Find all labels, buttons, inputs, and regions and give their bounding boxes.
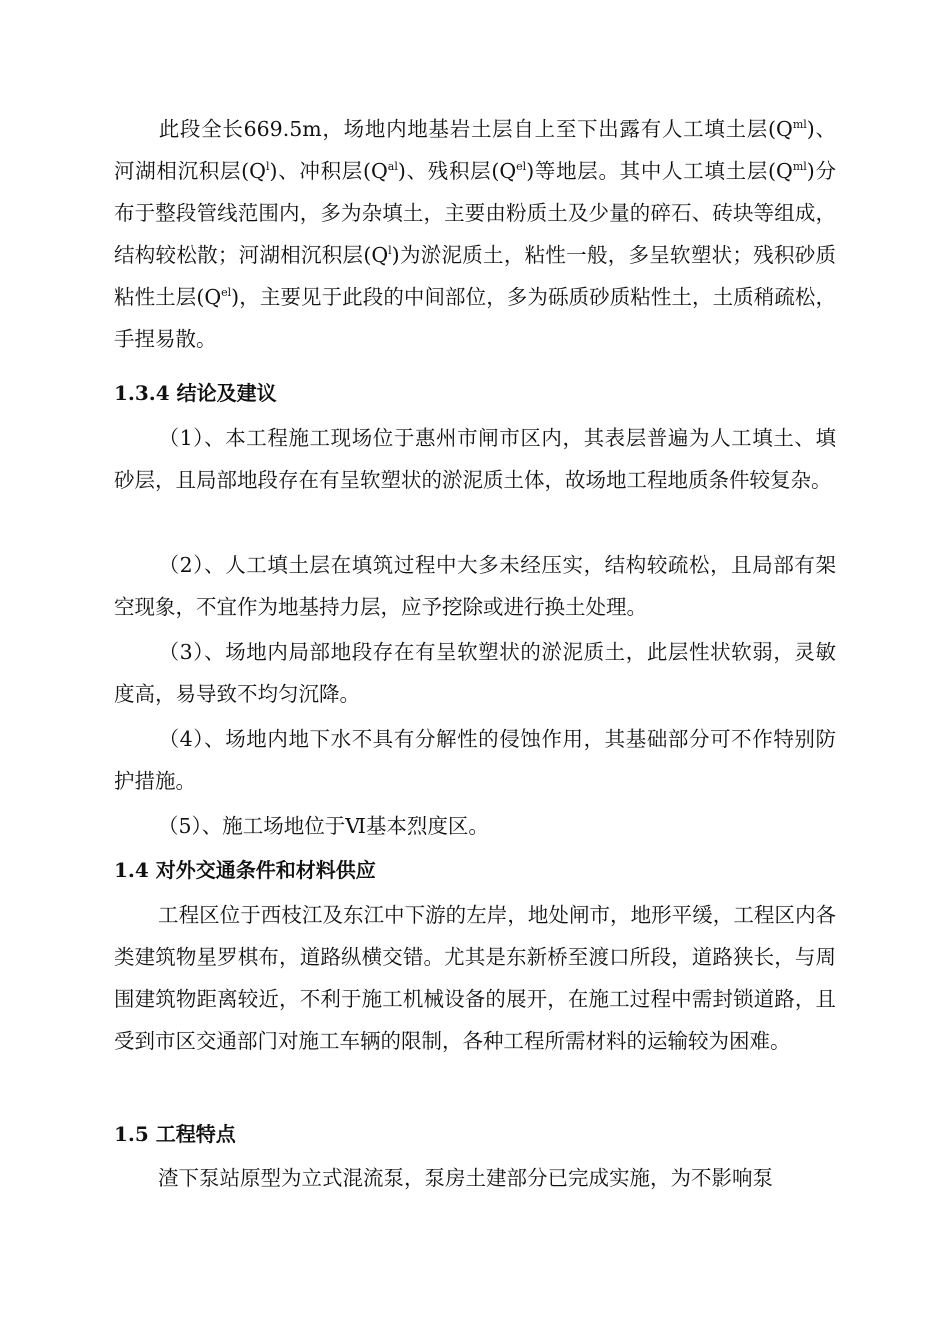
conclusion-item-2: （2）、人工填土层在填筑过程中大多未经压实，结构较疏松，且局部有架空现象，不宜作为地基持力层，应予挖除或进行换土处理。 (114, 553, 836, 619)
section-heading-1-3-4: 1.3.4 结论及建议 (114, 381, 277, 405)
paragraph-transport: 工程区位于西枝江及东江中下游的左岸，地处闸市，地形平缓，工程区内各类建筑物星罗棋布，道路纵横交错。尤其是东新桥至渡口所段，道路狭长，与周围建筑物距离较近，不利于施工机械设备的展开，在施工过程中需封锁道路，且受到市区交通部门对施工车辆的限制，各种工程所需材料的运输较为困难。 (114, 903, 836, 1053)
section-heading-1-5: 1.5 工程特点 (114, 1122, 236, 1146)
paragraph-geology: 此段全长669.5m，场地内地基岩土层自上至下出露有人工填土层$(Q^{ml})$、河湖相沉积层$(Q^l)$、冲积层$(Q^{al})$、残积层$(Q^{el})$等地层。其中人工填土层$(Q^{ml})$分布于整段管线范围内，多为杂填土，主要由粉质土及少量的碎石、砖块等组成，结构较松散；河湖相沉积层$(Q^l)$为淤泥质土，粘性一般，多呈软塑状；残积砂质粘性土层$(Q^{el})$，主要见于此段的中间部位，多为砾质砂质粘性土，土质稍疏松，手捏易散。 (114, 117, 837, 351)
paragraph-features: 渣下泵站原型为立式混流泵，泵房土建部分已完成实施，为不影响泵 (158, 1166, 773, 1190)
conclusion-item-3: （3）、场地内局部地段存在有呈软塑状的淤泥质土，此层性状软弱，灵敏度高，易导致不均匀沉降。 (114, 640, 836, 706)
section-heading-1-4: 1.4 对外交通条件和材料供应 (114, 858, 376, 882)
conclusion-item-5: （5）、施工场地位于Ⅵ基本烈度区。 (158, 814, 489, 838)
conclusion-item-4: （4）、场地内地下水不具有分解性的侵蚀作用，其基础部分可不作特别防护措施。 (114, 727, 836, 793)
conclusion-item-1: （1）、本工程施工现场位于惠州市闸市区内，其表层普遍为人工填土、填砂层，且局部地段存在有呈软塑状的淤泥质土体，故场地工程地质条件较复杂。 (114, 426, 836, 492)
